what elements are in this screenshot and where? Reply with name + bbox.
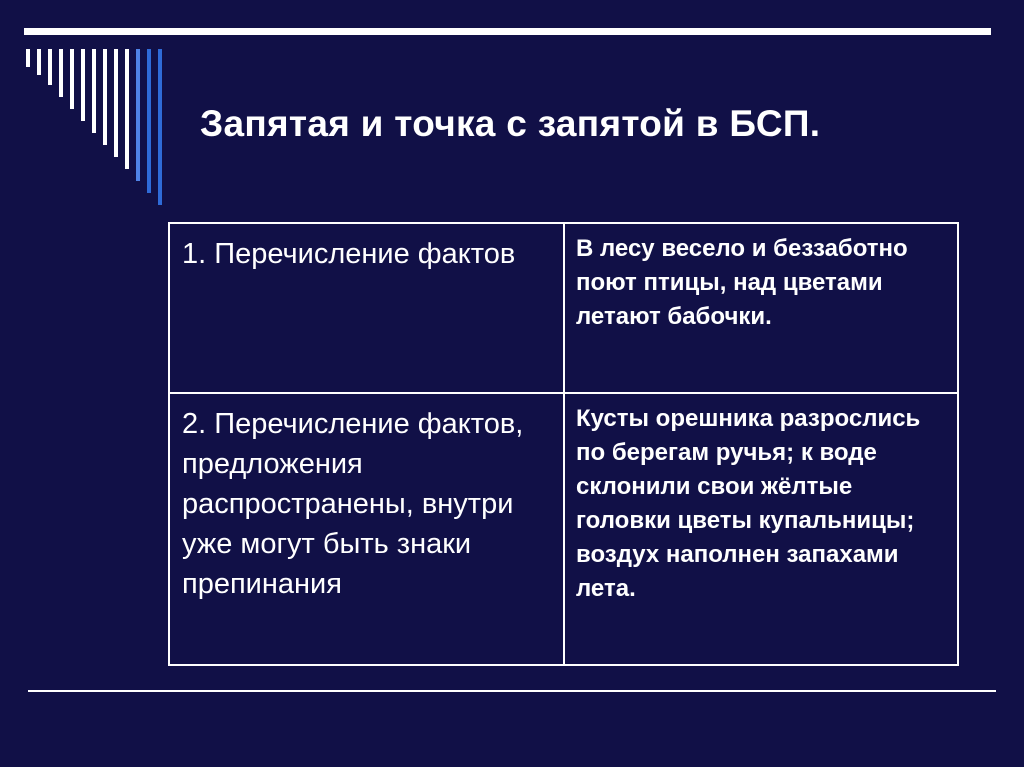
stripe: [81, 49, 85, 121]
stripe: [125, 49, 129, 169]
comparison-table: [168, 222, 959, 666]
rule-text: 1. Перечисление фактов: [182, 238, 516, 270]
rule-text: 2. Перечисление фактов, предложения распространены, внутри уже могут быть знаки препинания: [182, 408, 524, 600]
example-text: В лесу весело и беззаботно поют птицы, над цветами летают бабочки.: [576, 235, 908, 330]
stripe: [136, 49, 140, 181]
example-text: Кусты орешника разрослись по берегам ручья; к воде склонили свои жёлтые головки цветы купальницы; воздух наполнен запахами лета.: [576, 405, 921, 602]
table-cell-rule: [169, 223, 564, 393]
stripe: [147, 49, 151, 193]
stripe: [103, 49, 107, 145]
table-cell-rule: [169, 393, 564, 665]
stripe: [158, 49, 162, 205]
stripe: [26, 49, 30, 67]
table-row: [169, 223, 958, 393]
top-decorative-line: [24, 28, 991, 35]
stripe: [59, 49, 63, 97]
table-cell-example: [564, 223, 958, 393]
decorative-stripes: [24, 35, 164, 205]
stripe: [92, 49, 96, 133]
stripe: [114, 49, 118, 157]
table-cell-example: [564, 393, 958, 665]
stripe: [37, 49, 41, 75]
stripe: [70, 49, 74, 109]
bottom-decorative-line: [28, 690, 996, 692]
stripe: [48, 49, 52, 85]
slide-title: Запятая и точка с запятой в БСП.: [200, 103, 821, 144]
table-row: [169, 393, 958, 665]
